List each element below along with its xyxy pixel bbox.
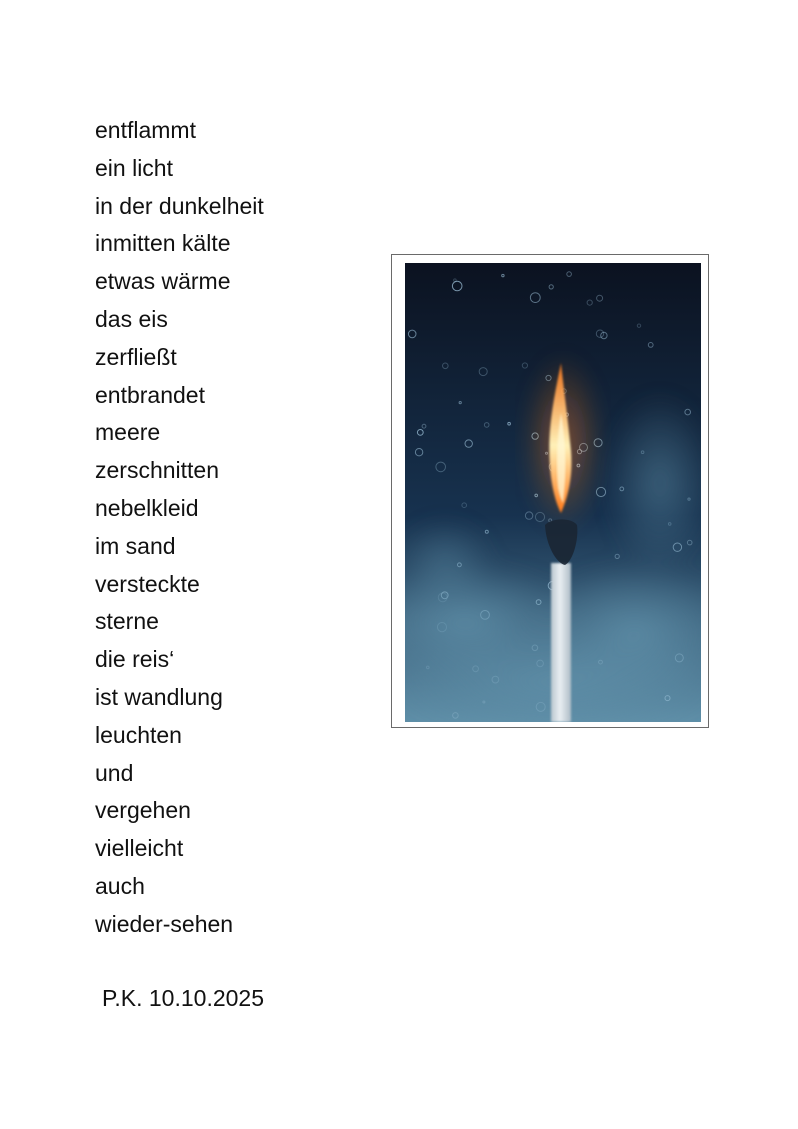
poem-line: die reis‘: [95, 646, 175, 673]
poem-line: ist wandlung: [95, 683, 223, 710]
poem-line: entbrandet: [95, 381, 205, 408]
signature-date: P.K. 10.10.2025: [102, 985, 264, 1011]
poem-line: entflammt: [95, 117, 196, 143]
poem-line: vielleicht: [95, 835, 184, 862]
poem-line: das eis: [95, 305, 168, 332]
poem-line: meere: [95, 419, 161, 446]
poem: [95, 112, 264, 944]
poem-line: inmitten kälte: [95, 230, 231, 257]
poem-line: im sand: [95, 532, 176, 559]
poem-line: ein licht: [95, 154, 173, 181]
candle-photo: [405, 263, 701, 722]
poem-line: wieder-sehen: [95, 910, 234, 937]
poem-line: nebelkleid: [95, 494, 199, 521]
poem-line: etwas wärme: [95, 268, 231, 295]
candle-stick: [551, 563, 571, 722]
poem-line: leuchten: [95, 721, 182, 748]
poem-line: versteckte: [95, 570, 200, 597]
photo-frame: [391, 254, 709, 728]
candle-photo-image: [405, 263, 701, 722]
poem-line: vergehen: [95, 797, 191, 824]
poem-line: in der dunkelheit: [95, 192, 264, 219]
poem-line: auch: [95, 872, 145, 899]
poem-line: zerschnitten: [95, 457, 220, 484]
poem-line: sterne: [95, 608, 159, 635]
poem-line: und: [95, 759, 134, 786]
poem-line: zerfließt: [95, 343, 177, 370]
